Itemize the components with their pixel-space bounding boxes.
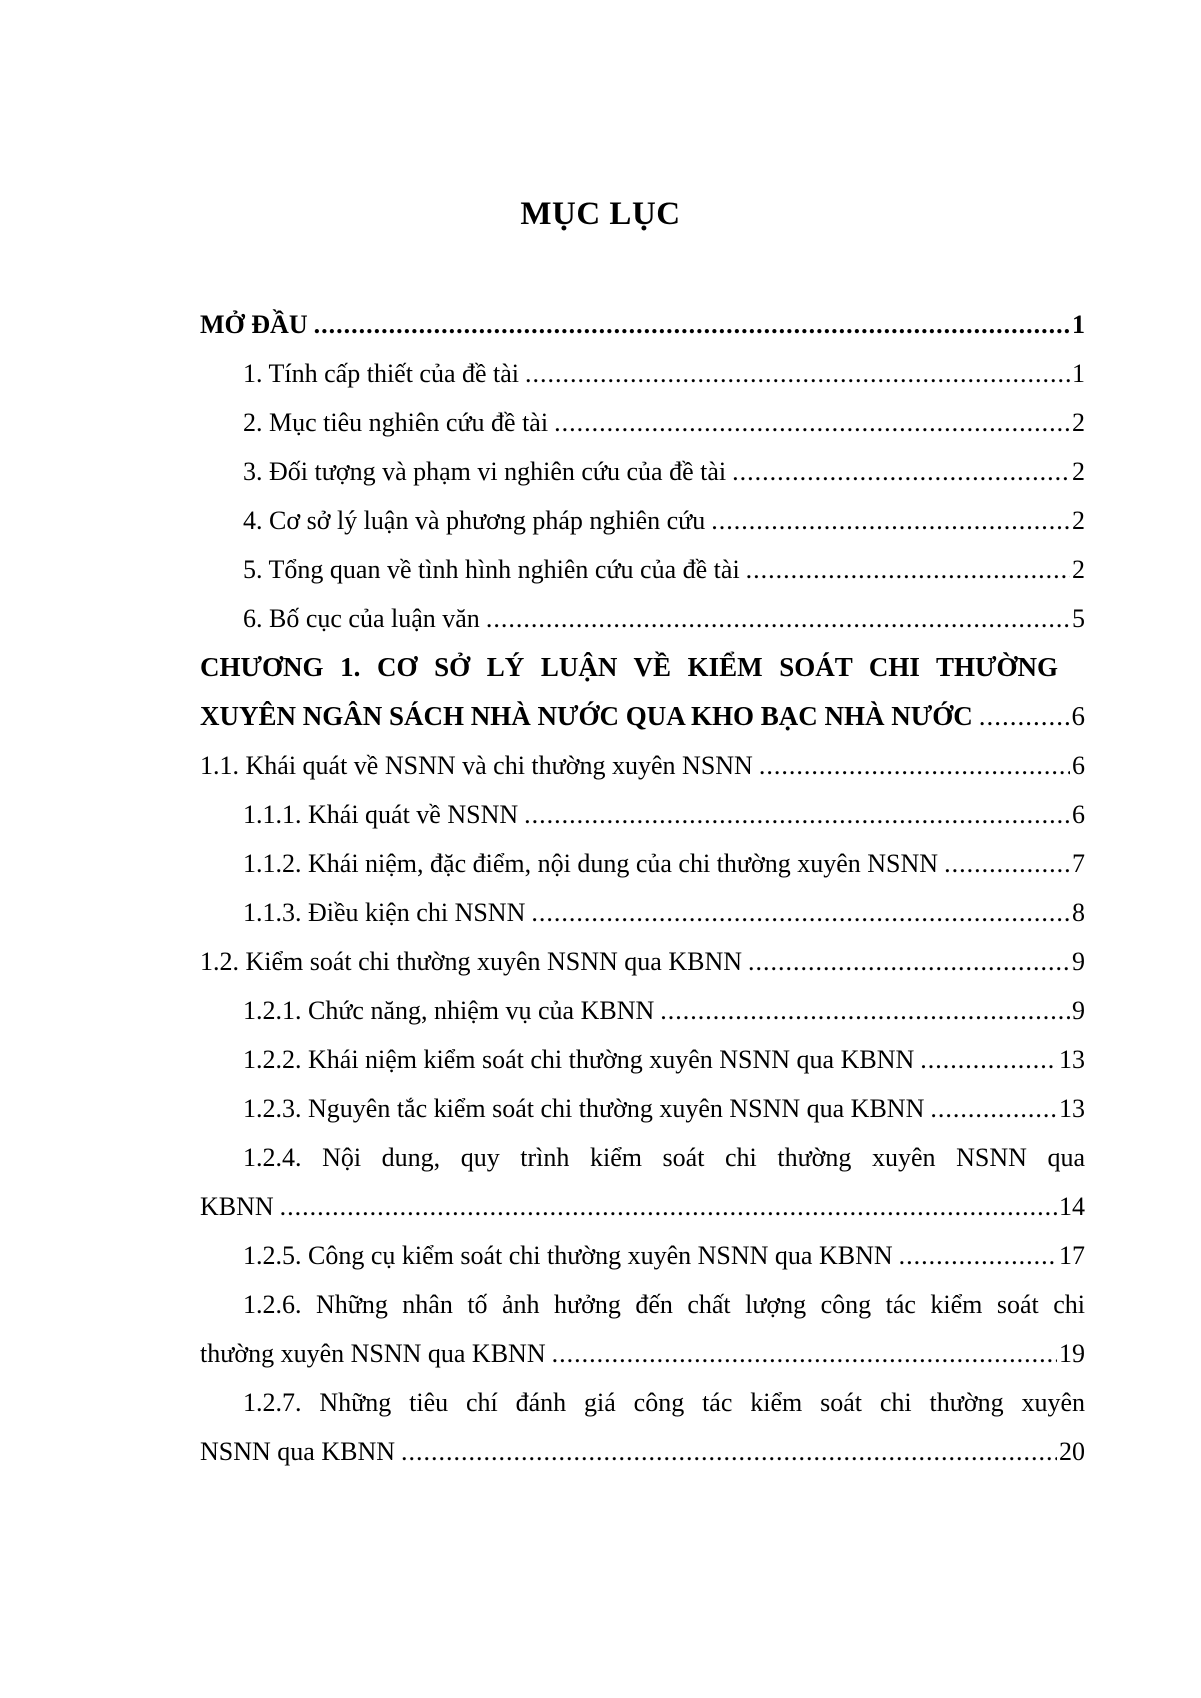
toc-entry-label: 1.2.5. Công cụ kiểm soát chi thường xuyên NSNN qua KBNN xyxy=(243,1241,893,1270)
toc-page-number: 2 xyxy=(1072,555,1085,584)
toc-entry-label: 1.2.3. Nguyên tắc kiểm soát chi thường xuyên NSNN qua KBNN xyxy=(243,1094,925,1123)
toc-entry-1-2-6[interactable] xyxy=(200,1280,1085,1378)
dot-leader xyxy=(944,839,1070,888)
toc-entry-1[interactable] xyxy=(200,349,1085,398)
toc-entry-1-2[interactable] xyxy=(200,937,1085,986)
dot-leader xyxy=(401,1427,1057,1476)
table-of-contents xyxy=(200,300,1085,1476)
toc-entry-chapter-1[interactable] xyxy=(200,643,1085,741)
dot-leader xyxy=(314,300,1070,349)
toc-entry-5[interactable] xyxy=(200,545,1085,594)
toc-entry-6[interactable] xyxy=(200,594,1085,643)
toc-entry-1-1[interactable] xyxy=(200,741,1085,790)
toc-entry-1-1-2[interactable] xyxy=(200,839,1085,888)
toc-page-number: 2 xyxy=(1072,457,1085,486)
toc-entry-label: MỞ ĐẦU xyxy=(200,310,308,339)
toc-page-number: 6 xyxy=(1071,701,1085,731)
toc-entry-label-line1: CHƯƠNG 1. CƠ SỞ LÝ LUẬN VỀ KIỂM SOÁT CHI THƯỜNG xyxy=(200,652,1058,682)
toc-entry-2[interactable] xyxy=(200,398,1085,447)
dot-leader xyxy=(525,349,1070,398)
toc-page-number: 20 xyxy=(1059,1437,1085,1466)
toc-entry-label: 1.2.2. Khái niệm kiểm soát chi thường xuyên NSNN qua KBNN xyxy=(243,1045,915,1074)
dot-leader xyxy=(486,594,1070,643)
toc-entry-label: 5. Tổng quan về tình hình nghiên cứu của đề tài xyxy=(243,555,740,584)
dot-leader xyxy=(552,1329,1057,1378)
dot-leader xyxy=(280,1182,1057,1231)
toc-entry-1-2-3[interactable] xyxy=(200,1084,1085,1133)
toc-entry-mo-dau[interactable] xyxy=(200,300,1085,349)
toc-page-number: 9 xyxy=(1072,947,1085,976)
page-title: MỤC LỤC xyxy=(520,196,681,232)
dot-leader xyxy=(759,741,1070,790)
toc-entry-1-2-7[interactable] xyxy=(200,1378,1085,1476)
dot-leader xyxy=(748,937,1070,986)
dot-leader xyxy=(732,447,1070,496)
toc-entry-label: 1.1.2. Khái niệm, đặc điểm, nội dung của chi thường xuyên NSNN xyxy=(243,849,939,878)
toc-entry-label: 1.1.1. Khái quát về NSNN xyxy=(243,800,519,829)
toc-entry-4[interactable] xyxy=(200,496,1085,545)
toc-entry-label: 4. Cơ sở lý luận và phương pháp nghiên cứu xyxy=(243,506,706,535)
toc-entry-label: KBNN xyxy=(200,1192,274,1221)
dot-leader xyxy=(554,398,1070,447)
toc-entry-label: 1.1.3. Điều kiện chi NSNN xyxy=(243,898,526,927)
toc-entry-label: 1. Tính cấp thiết của đề tài xyxy=(243,359,520,388)
dot-leader xyxy=(746,545,1070,594)
toc-page-number: 5 xyxy=(1072,604,1085,633)
toc-entry-label: XUYÊN NGÂN SÁCH NHÀ NƯỚC QUA KHO BẠC NHÀ NƯỚC xyxy=(200,701,973,731)
toc-page-number: 17 xyxy=(1059,1241,1085,1270)
dot-leader xyxy=(524,790,1070,839)
toc-entry-1-1-3[interactable] xyxy=(200,888,1085,937)
toc-page-number: 8 xyxy=(1072,898,1085,927)
dot-leader xyxy=(711,496,1070,545)
toc-page-number: 14 xyxy=(1059,1192,1085,1221)
toc-entry-3[interactable] xyxy=(200,447,1085,496)
toc-entry-label-line1: 1.2.6. Những nhân tố ảnh hưởng đến chất lượng công tác kiểm soát chi xyxy=(243,1290,1085,1319)
dot-leader xyxy=(979,692,1070,741)
toc-entry-label: 1.2.1. Chức năng, nhiệm vụ của KBNN xyxy=(243,996,655,1025)
toc-page-number: 2 xyxy=(1072,506,1085,535)
toc-page-number: 13 xyxy=(1059,1045,1085,1074)
toc-page-number: 9 xyxy=(1072,996,1085,1025)
toc-entry-1-2-1[interactable] xyxy=(200,986,1085,1035)
dot-leader xyxy=(899,1231,1057,1280)
toc-entry-label: 6. Bố cục của luận văn xyxy=(243,604,480,633)
toc-entry-label-line1: 1.2.4. Nội dung, quy trình kiểm soát chi thường xuyên NSNN qua xyxy=(243,1143,1085,1172)
toc-page-number: 1 xyxy=(1072,359,1085,388)
toc-entry-label: 1.2. Kiểm soát chi thường xuyên NSNN qua KBNN xyxy=(200,947,743,976)
toc-entry-label: 3. Đối tượng và phạm vi nghiên cứu của đề tài xyxy=(243,457,727,486)
toc-entry-1-2-5[interactable] xyxy=(200,1231,1085,1280)
toc-entry-1-2-4[interactable] xyxy=(200,1133,1085,1231)
toc-page-number: 6 xyxy=(1072,751,1085,780)
toc-page-number: 19 xyxy=(1059,1339,1085,1368)
dot-leader xyxy=(660,986,1070,1035)
toc-page-number: 7 xyxy=(1072,849,1085,878)
toc-entry-1-1-1[interactable] xyxy=(200,790,1085,839)
toc-entry-1-2-2[interactable] xyxy=(200,1035,1085,1084)
toc-entry-label-line1: 1.2.7. Những tiêu chí đánh giá công tác kiểm soát chi thường xuyên xyxy=(243,1388,1085,1417)
toc-page-number: 1 xyxy=(1072,310,1085,339)
toc-entry-label: thường xuyên NSNN qua KBNN xyxy=(200,1339,546,1368)
toc-entry-label: NSNN qua KBNN xyxy=(200,1437,395,1466)
toc-page-number: 13 xyxy=(1059,1094,1085,1123)
toc-entry-label: 1.1. Khái quát về NSNN và chi thường xuyên NSNN xyxy=(200,751,753,780)
dot-leader xyxy=(930,1084,1057,1133)
toc-entry-label: 2. Mục tiêu nghiên cứu đề tài xyxy=(243,408,549,437)
toc-page-number: 2 xyxy=(1072,408,1085,437)
dot-leader xyxy=(531,888,1070,937)
toc-page-number: 6 xyxy=(1072,800,1085,829)
dot-leader xyxy=(920,1035,1057,1084)
